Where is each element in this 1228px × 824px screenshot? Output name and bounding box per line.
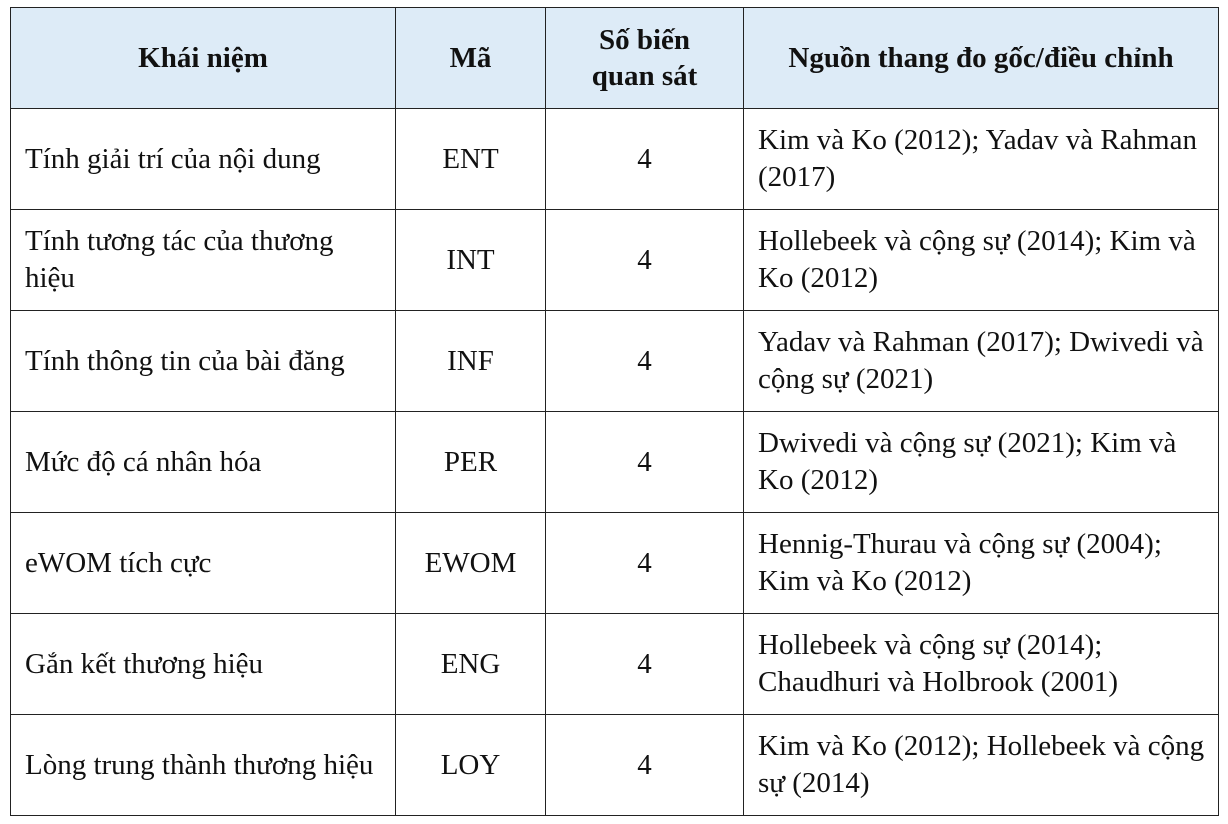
header-code: Mã [396,8,546,109]
cell-concept: Mức độ cá nhân hóa [11,412,396,513]
header-source: Nguồn thang đo gốc/điều chỉnh [744,8,1219,109]
cell-concept: eWOM tích cực [11,513,396,614]
cell-code: EWOM [396,513,546,614]
cell-source: Kim và Ko (2012); Yadav và Rahman (2017) [744,109,1219,210]
table-row [11,614,1219,715]
cell-source: Hollebeek và cộng sự (2014); Kim và Ko (2012) [744,210,1219,311]
cell-code: PER [396,412,546,513]
cell-concept: Tính thông tin của bài đăng [11,311,396,412]
cell-count: 4 [546,614,744,715]
cell-concept: Tính tương tác của thương hiệu [11,210,396,311]
measurement-scale-table [10,7,1219,816]
cell-count: 4 [546,210,744,311]
table-header [11,8,1219,109]
table-row [11,412,1219,513]
table-row [11,513,1219,614]
cell-concept: Tính giải trí của nội dung [11,109,396,210]
header-row [11,8,1219,109]
cell-count: 4 [546,109,744,210]
cell-source: Dwivedi và cộng sự (2021); Kim và Ko (2012) [744,412,1219,513]
header-count: Số biến quan sát [546,8,744,109]
table-row [11,715,1219,816]
table-row [11,210,1219,311]
cell-source: Yadav và Rahman (2017); Dwivedi và cộng sự (2021) [744,311,1219,412]
cell-code: INF [396,311,546,412]
cell-code: LOY [396,715,546,816]
cell-count: 4 [546,513,744,614]
cell-count: 4 [546,412,744,513]
cell-code: ENG [396,614,546,715]
cell-concept: Lòng trung thành thương hiệu [11,715,396,816]
cell-source: Hollebeek và cộng sự (2014); Chaudhuri và Holbrook (2001) [744,614,1219,715]
cell-count: 4 [546,311,744,412]
header-concept: Khái niệm [11,8,396,109]
cell-source: Kim và Ko (2012); Hollebeek và cộng sự (2014) [744,715,1219,816]
cell-code: ENT [396,109,546,210]
cell-concept: Gắn kết thương hiệu [11,614,396,715]
table-row [11,311,1219,412]
table-body [11,109,1219,816]
table-row [11,109,1219,210]
cell-count: 4 [546,715,744,816]
cell-code: INT [396,210,546,311]
cell-source: Hennig-Thurau và cộng sự (2004); Kim và Ko (2012) [744,513,1219,614]
